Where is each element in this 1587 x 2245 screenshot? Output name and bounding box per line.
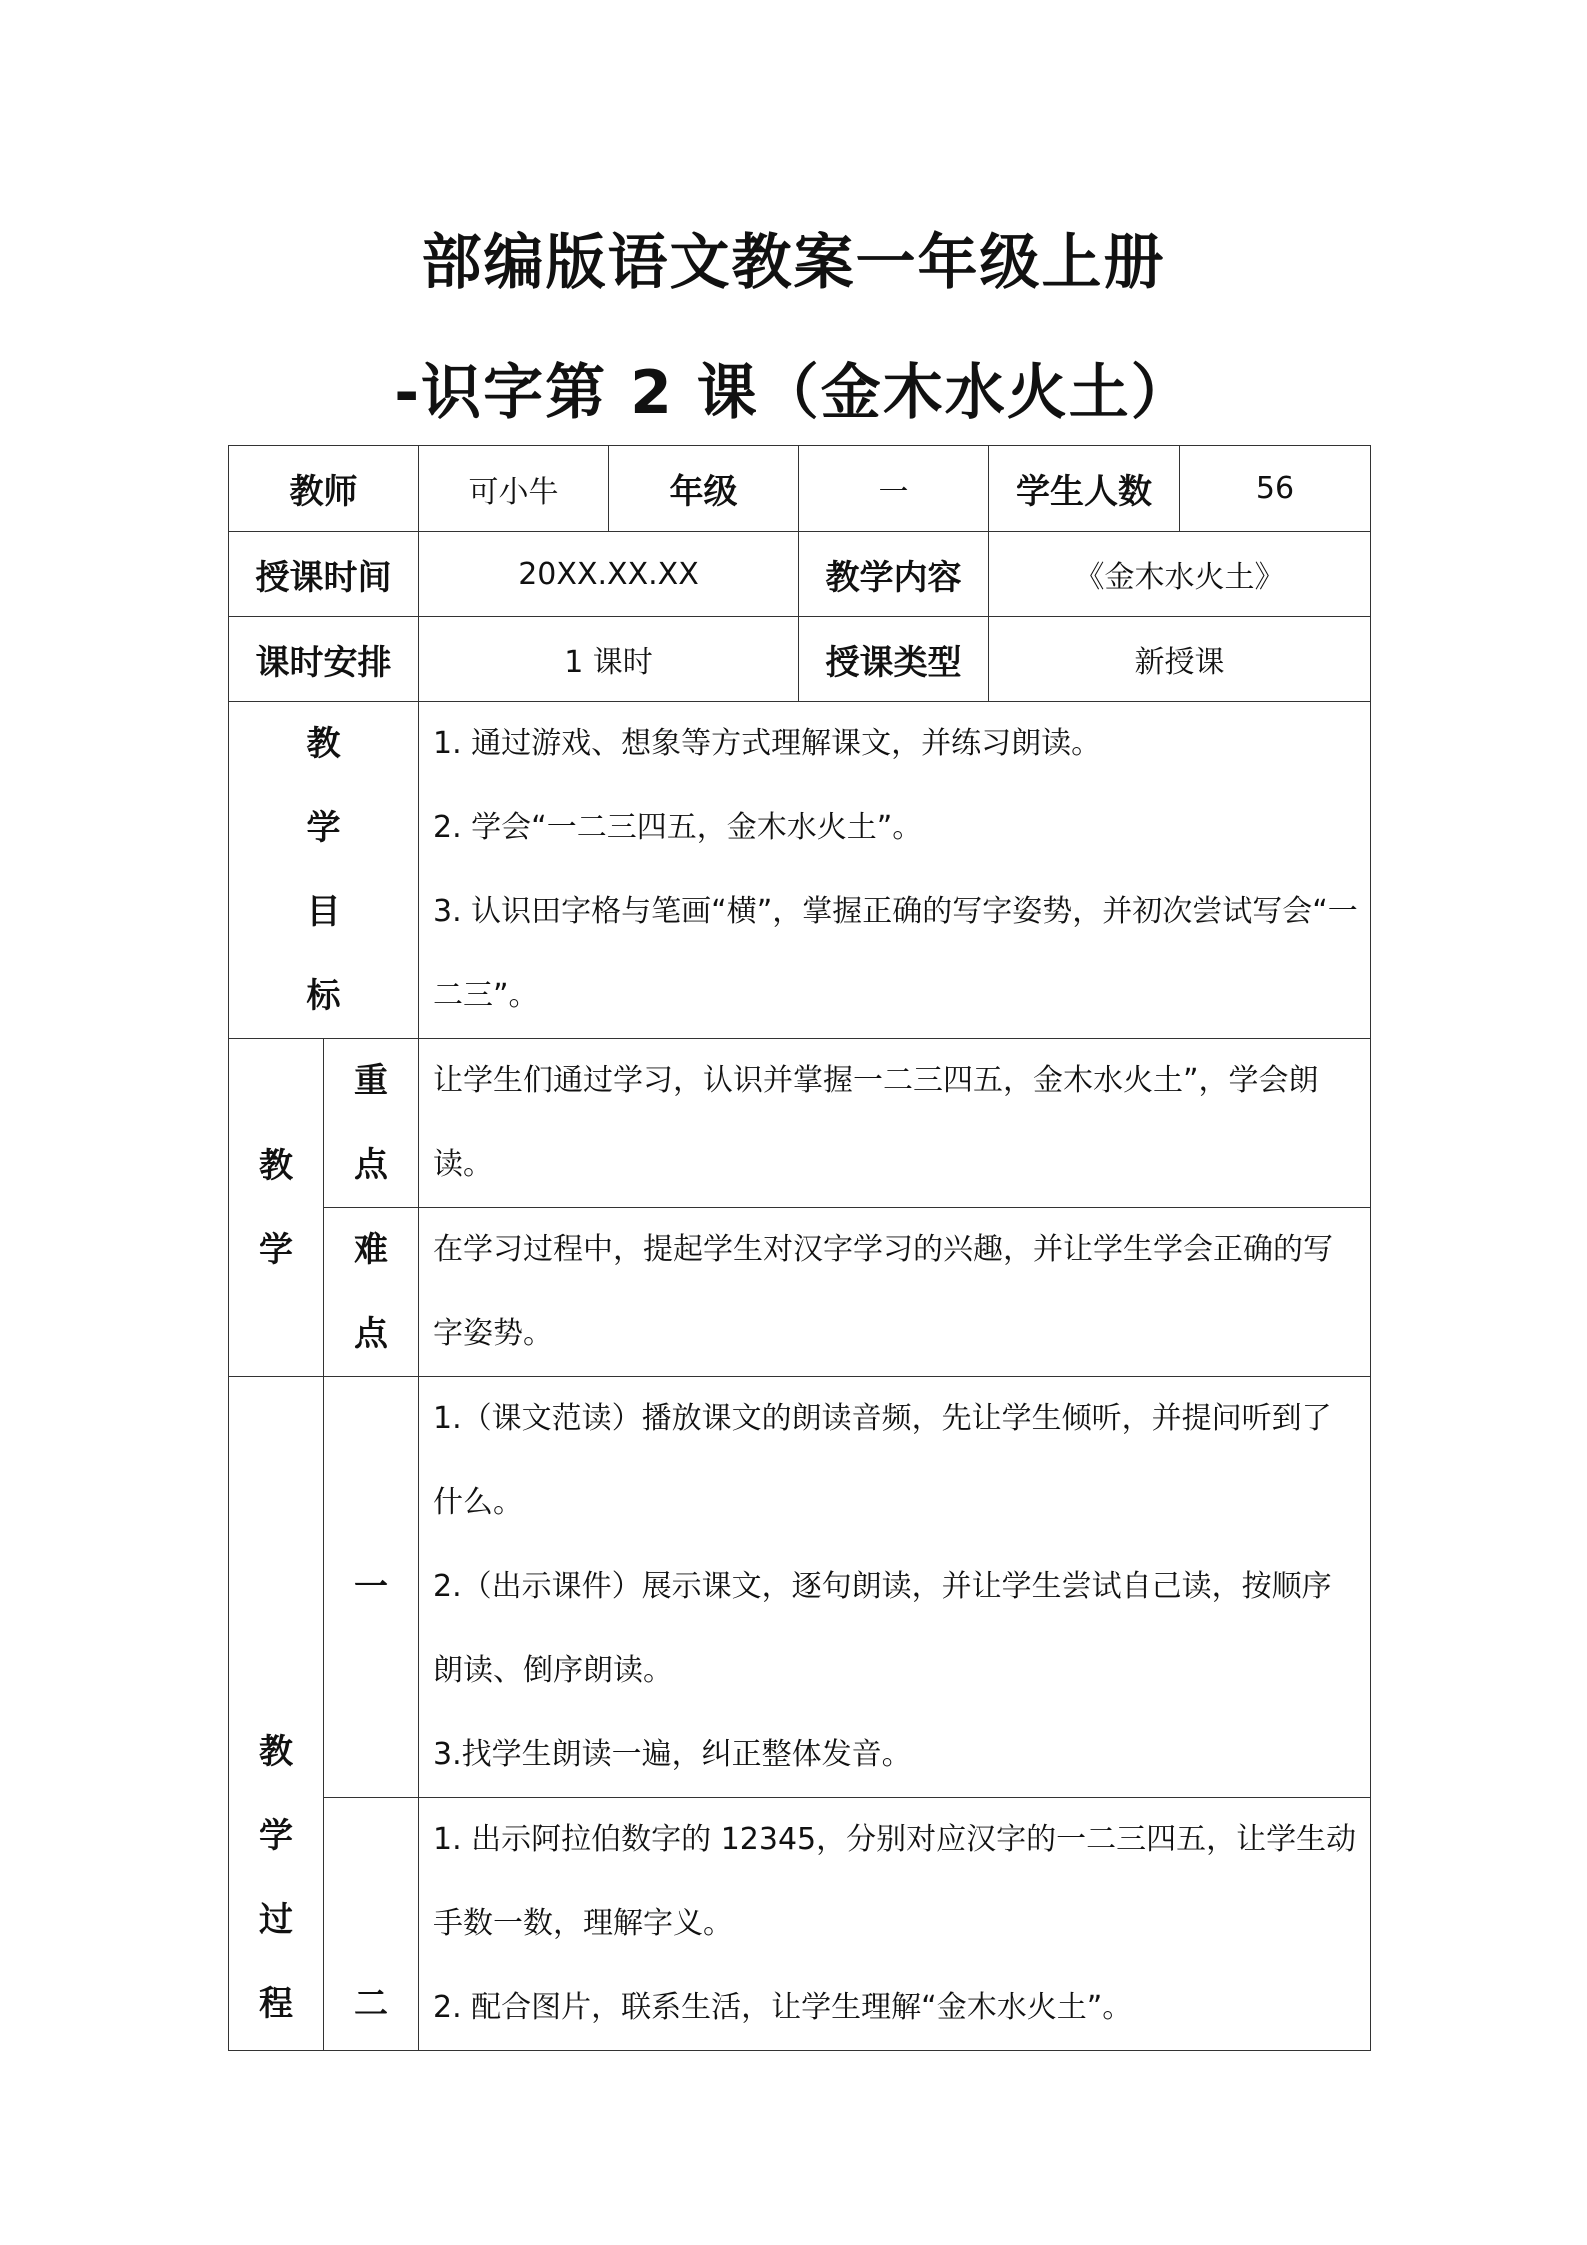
- info-row-3: [229, 617, 1371, 702]
- focus-label: 教 学: [229, 1039, 324, 1377]
- grade-label: 年级: [609, 446, 799, 532]
- process-step-2-row: [229, 1798, 1371, 2051]
- content-label: 教学内容: [799, 532, 989, 617]
- process-item: 3.找学生朗读一遍，纠正整体发音。: [433, 1737, 912, 1772]
- content-value: 《金木水火土》: [989, 532, 1371, 617]
- difficult-point-content: 在学习过程中，提起学生对汉字学习的兴趣，并让学生学会正确的写字姿势。: [419, 1208, 1371, 1377]
- document-title-line2: -识字第 2 课（金木水火土）: [394, 358, 1193, 428]
- document-title-line1: 部编版语文教案一年级上册: [421, 228, 1166, 298]
- key-point-row: [229, 1039, 1371, 1208]
- lesson-plan-table: [228, 445, 1371, 2051]
- process-label: 教 学 过 程: [229, 1377, 324, 2051]
- process-step-1-content: [419, 1377, 1371, 1798]
- process-step-1-row: [229, 1377, 1371, 1798]
- process-step-1-label: 一: [324, 1377, 419, 1798]
- objectives-content: [419, 702, 1371, 1039]
- students-value: 56: [1180, 446, 1371, 532]
- objectives-label: 教 学 目 标: [229, 702, 419, 1039]
- difficult-point-row: [229, 1208, 1371, 1377]
- info-row-1: [229, 446, 1371, 532]
- type-value: 新授课: [989, 617, 1371, 702]
- schedule-label: 课时安排: [229, 617, 419, 702]
- type-label: 授课类型: [799, 617, 989, 702]
- time-label: 授课时间: [229, 532, 419, 617]
- process-item: 2. 配合图片，联系生活，让学生理解“金木水火土”。: [433, 1990, 1133, 2025]
- process-step-2-label: 二: [324, 1798, 419, 2051]
- difficult-point-label: 难 点: [324, 1208, 419, 1377]
- grade-value: 一: [799, 446, 989, 532]
- process-item: 1. 出示阿拉伯数字的 12345，分别对应汉字的一二三四五，让学生动手数一数，理解字义。: [433, 1822, 1357, 1941]
- process-step-2-content: [419, 1798, 1371, 2051]
- objective-item: 2. 学会“一二三四五，金木水火土”。: [433, 810, 923, 845]
- key-point-label: 重 点: [324, 1039, 419, 1208]
- objectives-row: [229, 702, 1371, 1039]
- process-item: 2.（出示课件）展示课文，逐句朗读，并让学生尝试自己读，按顺序朗读、倒序朗读。: [433, 1569, 1332, 1688]
- objective-item: 1. 通过游戏、想象等方式理解课文，并练习朗读。: [433, 726, 1102, 761]
- key-point-content: 让学生们通过学习，认识并掌握一二三四五，金木水火土”，学会朗读。: [419, 1039, 1371, 1208]
- schedule-value: 1 课时: [419, 617, 799, 702]
- objective-item: 3. 认识田字格与笔画“横”，掌握正确的写字姿势，并初次尝试写会“一二三”。: [433, 894, 1358, 1013]
- process-item: 1.（课文范读）播放课文的朗读音频，先让学生倾听，并提问听到了什么。: [433, 1401, 1332, 1520]
- time-value: 20XX.XX.XX: [419, 532, 799, 617]
- teacher-value: 可小牛: [419, 446, 609, 532]
- teacher-label: 教师: [229, 446, 419, 532]
- students-label: 学生人数: [989, 446, 1180, 532]
- info-row-2: [229, 532, 1371, 617]
